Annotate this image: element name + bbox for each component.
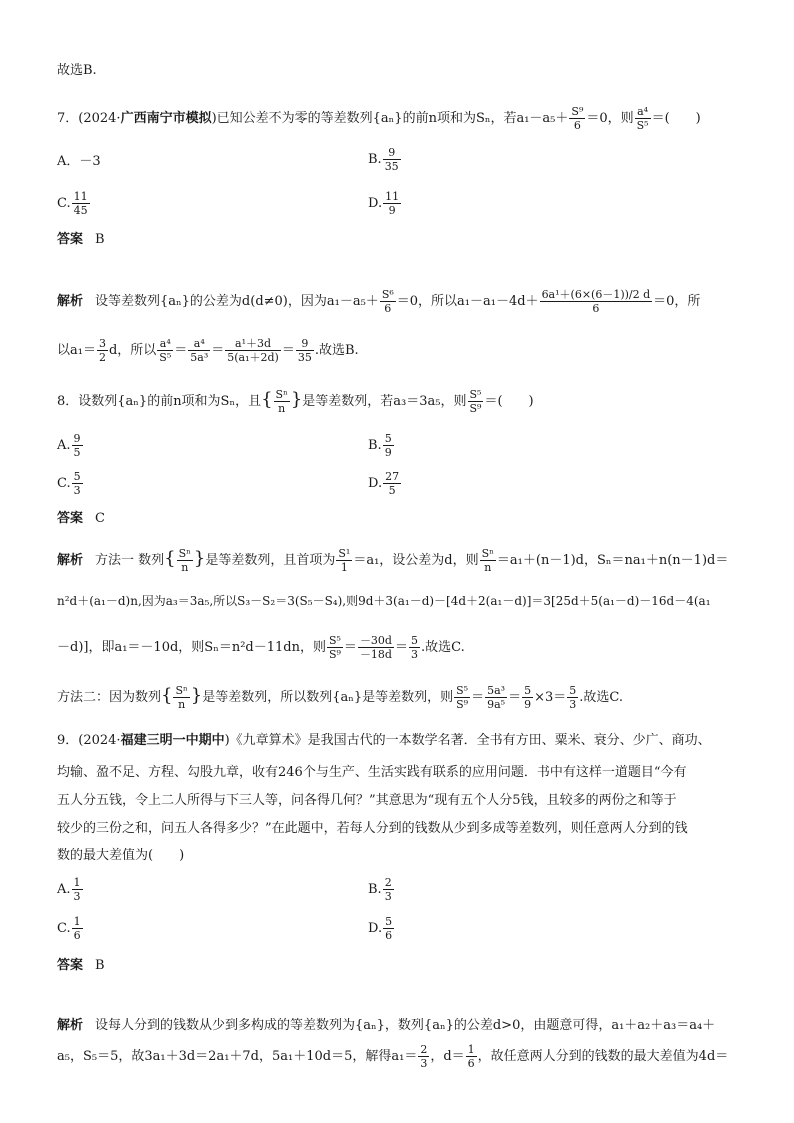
analysis-text: .故选C. [421,640,465,655]
question-8 [57,388,737,415]
analysis-text: ，d＝ [430,1049,465,1064]
analysis-text: ＝a₁，设公差为d，则 [353,553,479,568]
denominator: 6 [385,929,393,942]
question-text-line [57,820,737,838]
denominator: 3 [384,890,392,903]
denominator: n [178,698,186,711]
denominator: 35 [384,160,399,173]
fraction [466,1043,477,1070]
analysis-text: 设等差数列{aₙ}的公差为d(d≠0)，因为a₁－a₅＋ [95,294,379,309]
fraction [72,190,90,217]
denominator: 3 [73,890,81,903]
question-number: 7．(2024· [57,111,121,126]
analysis-text: －d)]，即a₁＝－10d，则Sₙ＝n²d－11dn，则 [57,640,326,655]
question-text: 均输、盈不足、方程、勾股九章，收有246个与生产、生活实践有联系的应用问题．书中有这样一道题目“今有 [57,765,687,780]
fraction [383,876,394,903]
fraction [409,634,420,661]
question-9 [57,732,737,750]
answer-label: 答案 [57,232,84,247]
analysis-line: 方法二：因为数列{ $\frac{\text{Sⁿ}}{n}$ }是等差数列，所以数列{aₙ}是等差数列，则 $\frac{\text{S⁵}}{\text{S⁹}}$ ＝ $\frac{\text{5a³}}{\text{9a⁵}}$ ＝ $\frac{5}{9}$ ×3＝ $\frac{5}{3}$ .故选C. [57,684,624,711]
fraction [454,684,470,711]
analysis-line: 以a₁＝ $\frac{3}{2}$ d，所以 $\frac{\text{a⁴}}{\text{S⁵}}$ ＝ $\frac{\text{a⁴}}{\text{5a³}}$ ＝ $\frac{\text{a¹＋3d}}{\text{5(a₁＋2d)}}$ ＝ $\frac{9}{35}$ .故选B. [57,337,359,364]
numerator: S⁶ [381,288,394,301]
option-a [57,432,84,459]
brace: { [164,548,176,569]
analysis-text: 方法一 数列 [95,553,165,568]
denominator: 5a³ [190,351,209,364]
analysis-text: .故选C. [579,690,624,705]
brace: } [190,685,203,706]
numerator: 5 [385,915,393,928]
numerator: 3 [98,337,106,350]
analysis-label: 解析 [57,1018,84,1033]
option-label: C. [57,921,71,936]
option-label: A. [57,438,71,453]
numerator: S¹ [338,547,351,560]
fraction [274,388,290,415]
option-label: D. [368,921,383,936]
denominator: 3 [569,698,577,711]
analysis-text: 方法二：因为数列 [57,690,162,705]
option-label: B. [368,152,382,167]
analysis-text: .故选B. [314,343,359,358]
numerator: 9 [296,337,314,351]
question-text: 数的最大差值为( ) [57,848,185,863]
denominator: 2 [98,351,106,364]
denominator: 3 [411,648,418,661]
numerator: 27 [385,470,400,483]
analysis-text: 是等差数列，所以数列{aₙ}是等差数列，则 [202,690,454,705]
fraction [177,547,193,574]
question-text: 五人分五钱，令上二人所得与下三人等，问各得几何？”其意思为“现有五个人分5钱，且较多的两份之和等于 [57,793,677,808]
answer-label: 答案 [57,511,84,526]
numerator: 5 [411,634,418,647]
denominator: 1 [340,561,348,574]
analysis-text: 设每人分到的钱数从少到多构成的等差数列为{aₙ}，数列{aₙ}的公差d>0，由题意可得，a₁＋a₂＋a₃＝a₄＋ [95,1018,716,1033]
denominator: 9 [524,698,532,711]
numerator: S⁹ [571,105,584,118]
fraction [296,337,314,364]
analysis-line [57,547,737,574]
analysis-line [57,1017,737,1035]
denominator: 6 [467,1057,475,1070]
analysis-line: －d)]，即a₁＝－10d，则Sₙ＝n²d－11dn，则 $\frac{\text{S⁵}}{\text{S⁹}}$ ＝ $\frac{-30d}{-18d}$ ＝ $\frac{5}{3}$ .故选C. [57,634,465,661]
text-line [57,62,737,80]
numerator: 2 [420,1043,428,1056]
option-b [368,876,395,903]
answer-line [57,510,737,528]
numerator: Sⁿ [275,388,288,401]
analysis-text: ＝a₁＋(n－1)d，Sₙ＝na₁＋n(n－1)d＝ [496,553,729,568]
analysis-line [57,592,737,610]
option-c [57,915,84,942]
answer-label: 答案 [57,958,84,973]
fraction [188,337,210,364]
analysis-label: 解析 [57,553,84,568]
analysis-text: n²d＋(a₁－d)n,因为a₃＝3a₅,所以S₃－S₂＝3(S₅－S₄),则9d＋3(a₁－d)－[4d＋2(a₁－d)]＝3[25d＋5(a₁－d)－16d－4(a₁ [57,594,711,608]
brace: } [290,389,303,410]
fraction [72,432,83,459]
denominator: n [278,402,286,415]
numerator: 5 [73,470,81,483]
denominator: S⁵ [636,119,649,132]
fraction [72,915,83,942]
analysis-text: 以a₁＝ [57,343,96,358]
question-text-line [57,792,737,810]
numerator: 9 [73,432,81,445]
numerator: 2 [384,876,392,889]
numerator: 11 [385,190,400,203]
numerator: 11 [73,190,88,203]
fraction [225,337,281,364]
numerator: 5a³ [487,684,506,697]
denominator: 45 [73,204,88,217]
fraction [635,105,651,132]
fraction [173,684,189,711]
numerator: a⁴ [635,105,651,119]
question-text: )《九章算术》是我国古代的一本数学名著．全书有方田、粟米、衰分、少广、商功、 [224,733,711,748]
denominator: －18d [359,648,392,661]
denominator: 5(a₁＋2d) [227,351,279,364]
numerator: Sⁿ [481,547,494,560]
option-text: A．－3 [57,154,101,169]
numerator: 1 [73,915,81,928]
denominator: 5 [73,446,81,459]
question-text: ＝( ) [651,111,701,126]
analysis-text: ＝0，所 [653,294,701,309]
brace: } [193,548,206,569]
analysis-text: 是等差数列，且首项为 [205,553,336,568]
analysis-text: d，所以 [108,343,157,358]
numerator: 5 [384,432,392,445]
denominator: 5 [388,484,396,497]
question-number: 9．(2024· [57,733,121,748]
question-text: ＝0，则 [586,111,634,126]
option-label: C. [57,196,71,211]
numerator: 6a¹＋(6×(6－1))/2 d [541,288,651,301]
option-c [57,470,84,497]
answer-value: B [95,232,105,247]
fraction [72,876,83,903]
fraction [383,915,394,942]
denominator: 6 [592,302,600,315]
analysis-line [57,1035,737,1083]
fraction [97,337,108,364]
denominator: S⁹ [328,648,341,661]
answer-line [57,957,737,975]
fraction [380,288,396,315]
denominator: 9 [388,204,396,217]
text: 故选B. [57,63,97,78]
option-label: B. [368,882,382,897]
question-text: 较少的三份之和，问五人各得多少？”在此题中，若每人分到的钱数从少到多成等差数列，则任意两人分到的钱 [57,821,688,836]
option-label: B. [368,438,382,453]
numerator: a⁴ [157,337,173,351]
numerator: －30d [359,634,392,647]
question-text-line [57,764,737,782]
option-a [57,153,101,171]
fraction [383,470,401,497]
fraction [485,684,507,711]
analysis-label: 解析 [57,294,84,309]
question-text: 8．设数列{aₙ}的前n项和为Sₙ，且 [57,394,262,409]
denominator: S⁹ [456,698,469,711]
fraction [540,288,653,315]
analysis-line [57,288,737,315]
denominator: 9a⁵ [487,698,506,711]
analysis-text: ＝0，所以a₁－a₁－4d＋ [396,294,539,309]
question-7 [57,105,737,132]
denominator: S⁹ [469,402,482,415]
fraction [72,470,83,497]
denominator: 6 [73,929,81,942]
question-text-line [57,847,737,865]
fraction [327,634,343,661]
option-d [368,190,402,217]
option-label: A. [57,882,71,897]
analysis-text: ，故任意两人分到的钱数的最大差值为4d＝ [477,1049,729,1064]
denominator: 6 [573,119,581,132]
question-text: ＝( ) [484,394,534,409]
question-text: 是等差数列，若a₃＝3a₅，则 [302,394,467,409]
brace: { [261,389,273,410]
numerator: Sⁿ [175,684,188,697]
denominator: n [484,561,492,574]
brace: { [161,685,173,706]
numerator: S⁵ [469,388,482,401]
fraction [358,634,394,661]
option-c [57,190,91,217]
fraction [569,105,585,132]
answer-value: B [95,958,105,973]
numerator: S⁵ [456,684,469,697]
answer-line [57,231,737,249]
analysis-text: ×3＝ [534,690,567,705]
denominator: 6 [384,302,392,315]
numerator: 1 [467,1043,475,1056]
fraction [383,190,401,217]
denominator: 3 [73,484,81,497]
question-source: 广西南宁市模拟 [120,111,212,126]
denominator: 35 [297,351,312,364]
fraction [480,547,496,574]
fraction [522,684,533,711]
option-d [368,915,395,942]
numerator: 5 [524,684,532,697]
analysis-text: a₅，S₅＝5，故3a₁＋3d＝2a₁＋7d，5a₁＋10d＝5，解得a₁＝ [57,1049,418,1064]
denominator: n [181,561,189,574]
numerator: 9 [383,146,401,160]
fraction [157,337,173,364]
fraction [336,547,352,574]
numerator: 5 [569,684,577,697]
option-b [368,146,402,173]
numerator: 1 [73,876,81,889]
question-source: 福建三明一中期中 [120,733,225,748]
option-d [368,470,402,497]
numerator: a⁴ [188,337,210,351]
option-label: C. [57,476,71,491]
fraction [383,146,401,173]
fraction [468,388,484,415]
option-b [368,432,395,459]
option-a [57,876,84,903]
denominator: S⁵ [159,351,172,364]
question-text: )已知公差不为零的等差数列{aₙ}的前n项和为Sₙ，若a₁－a₅＋ [211,111,569,126]
numerator: Sⁿ [178,547,191,560]
answer-value: C [95,511,105,526]
fraction [567,684,578,711]
option-label: D. [368,196,383,211]
numerator: a¹＋3d [225,337,281,351]
denominator: 9 [384,446,392,459]
denominator: 3 [420,1057,428,1070]
fraction [383,432,394,459]
fraction [418,1043,429,1070]
numerator: S⁵ [328,634,341,647]
option-label: D. [368,476,383,491]
